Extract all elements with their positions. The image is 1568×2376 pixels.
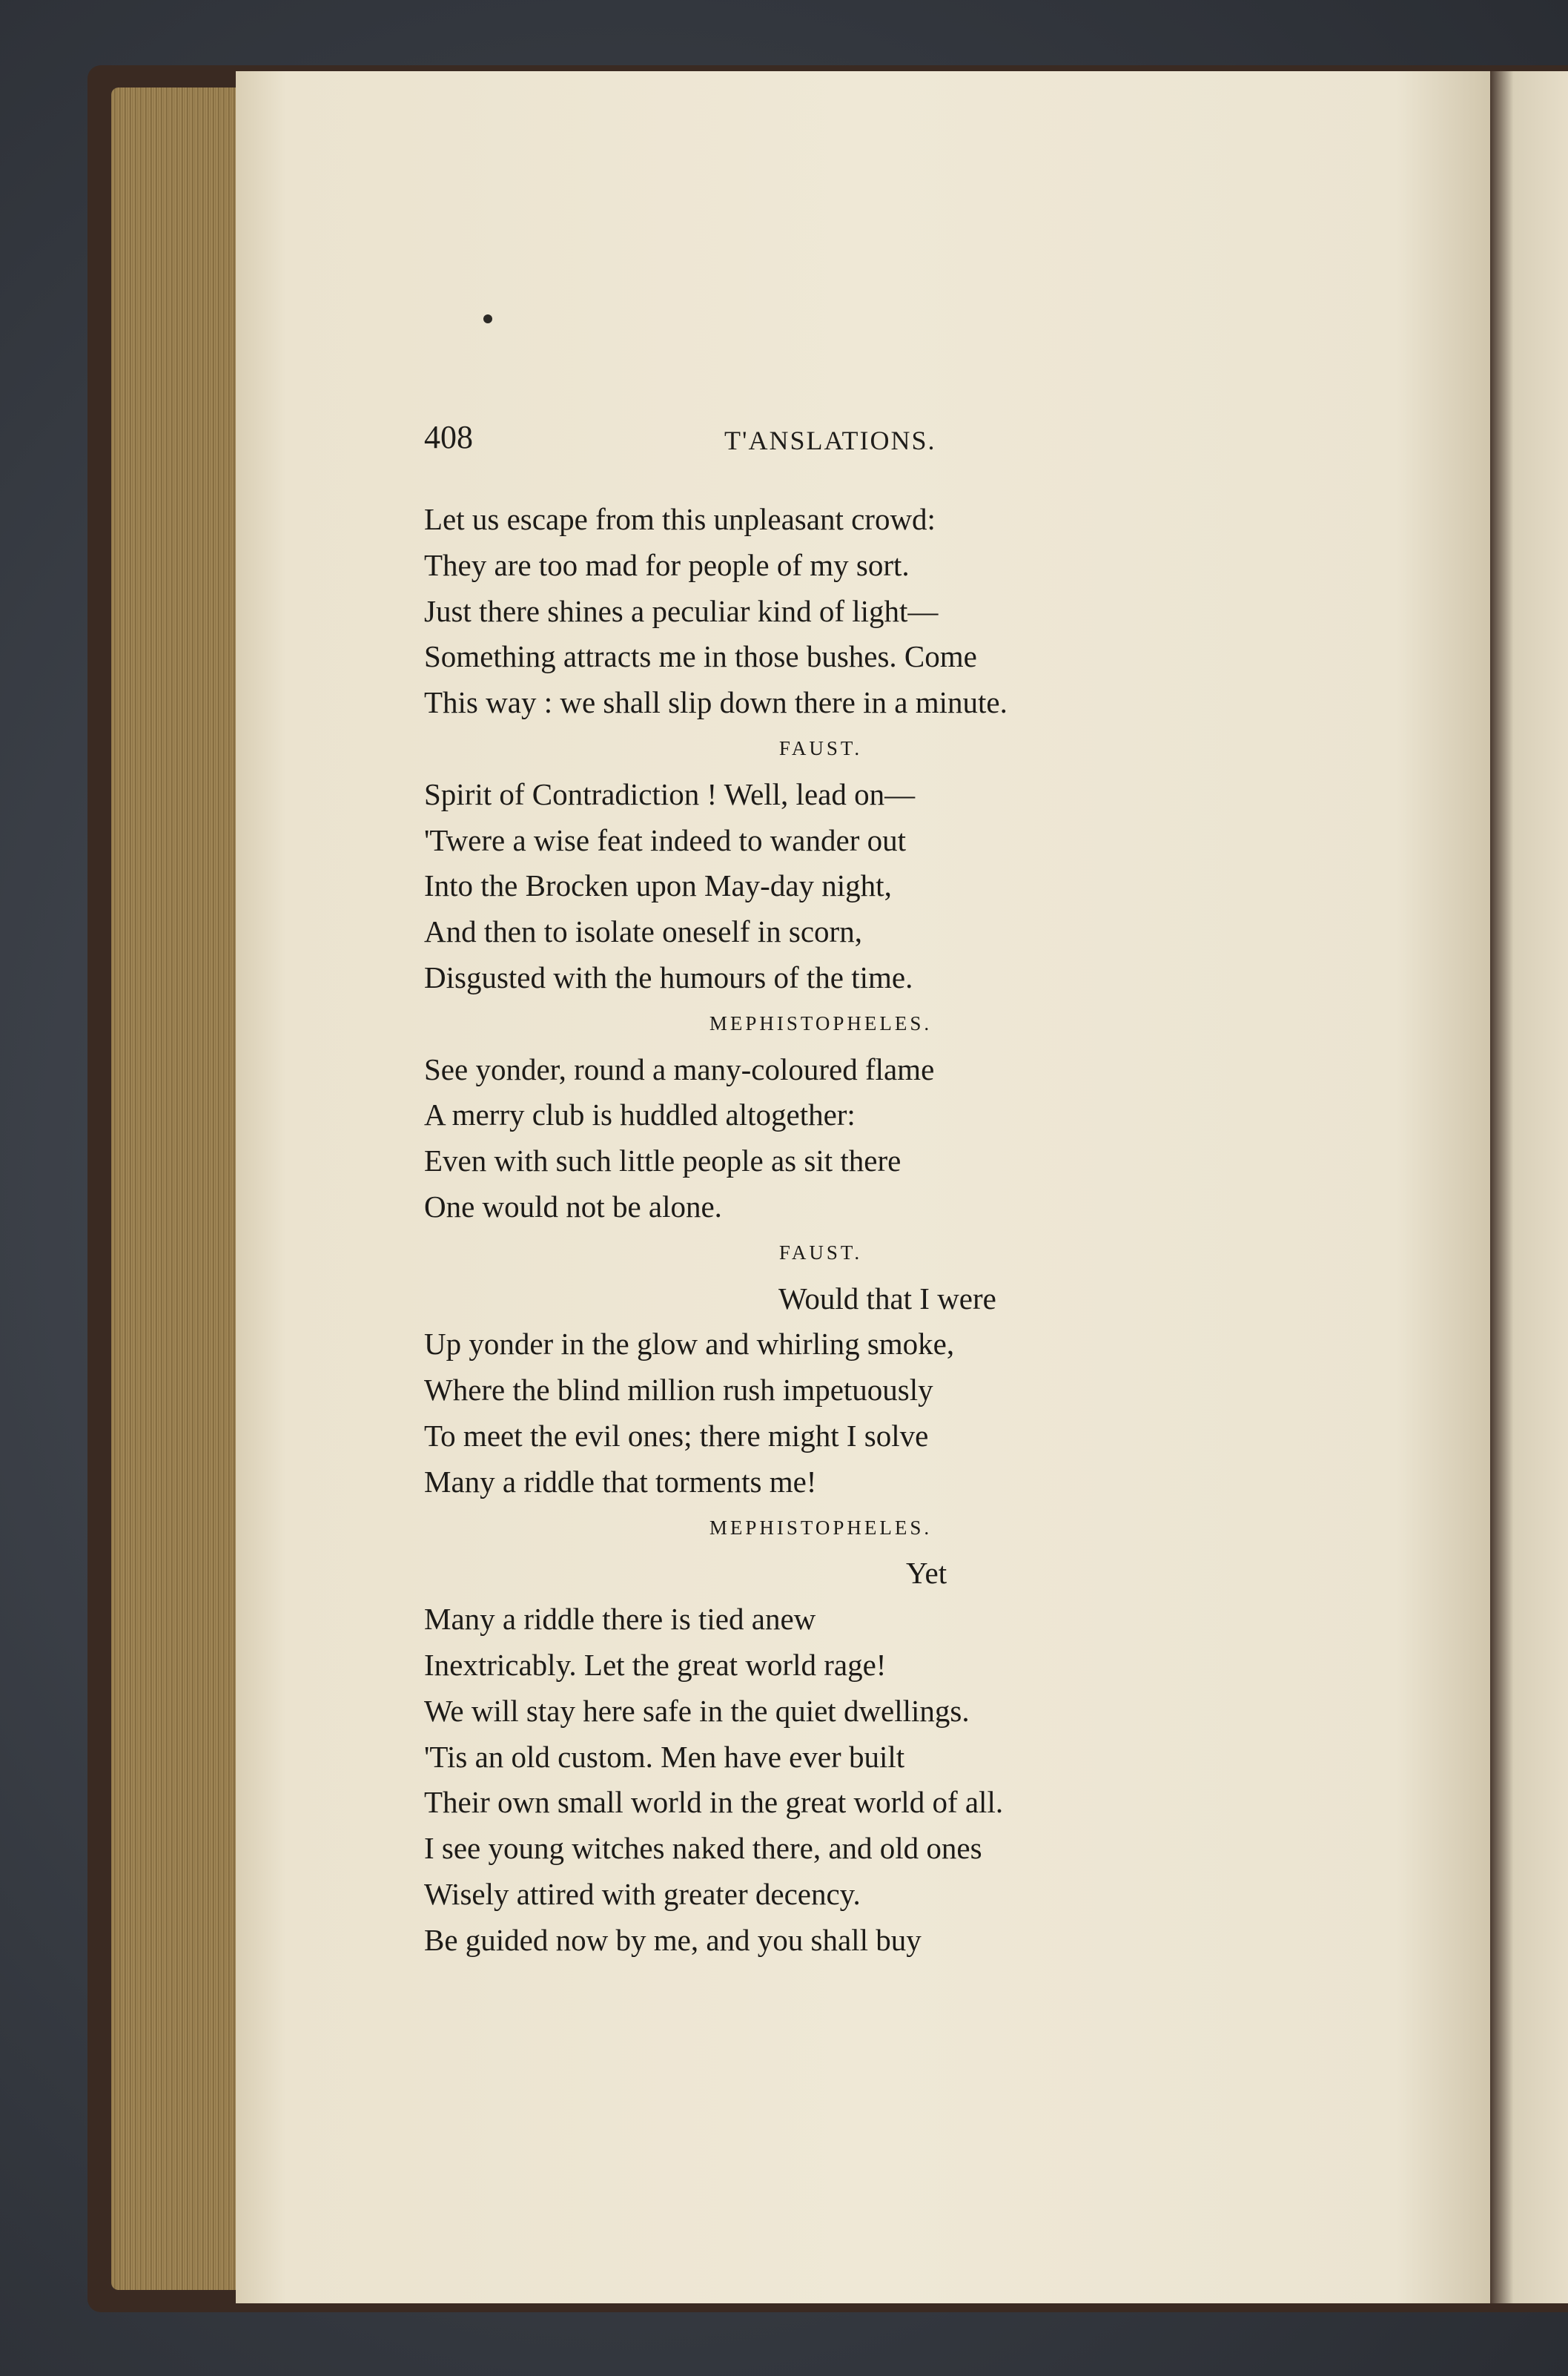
verse-line: Inextricably. Let the great world rage! <box>424 1647 887 1682</box>
verse-line: See yonder, round a many-coloured flame <box>424 1052 935 1086</box>
speaker-name: MEPHISTOPHELES. <box>709 1012 933 1034</box>
running-head: T'ANSLATIONS. <box>724 426 936 455</box>
verse-line: Just there shines a peculiar kind of light— <box>424 593 939 628</box>
verse-line: Many a riddle that torments me! <box>424 1464 817 1499</box>
verse-line: One would not be alone. <box>424 1189 722 1224</box>
page-number: 408 <box>424 419 473 455</box>
ink-spot <box>483 314 492 323</box>
verse-text <box>424 497 1195 1964</box>
verse-line: Their own small world in the great world of all. <box>424 1785 1004 1820</box>
verse-line: Be guided now by me, and you shall buy <box>424 1922 922 1957</box>
verse-line: Let us escape from this unpleasant crowd: <box>424 502 936 536</box>
facing-page-edge <box>1490 71 1568 2303</box>
verse-line: And then to isolate oneself in scorn, <box>424 914 862 949</box>
verse-line: Disgusted with the humours of the time. <box>424 960 913 994</box>
verse-line: I see young witches naked there, and old ones <box>424 1831 982 1866</box>
verse-line: This way : we shall slip down there in a minute. <box>424 685 1008 720</box>
verse-line: 'Twere a wise feat indeed to wander out <box>424 822 906 857</box>
verse-line: They are too mad for people of my sort. <box>424 547 910 582</box>
verse-line: Many a riddle there is tied anew <box>424 1602 816 1637</box>
page-edges <box>111 88 236 2290</box>
verse-line: Something attracts me in those bushes. Come <box>424 639 977 674</box>
verse-line: A merry club is huddled altogether: <box>424 1098 856 1132</box>
verse-line: Where the blind million rush impetuously <box>424 1373 933 1408</box>
verse-line: 'Tis an old custom. Men have ever built <box>424 1739 905 1774</box>
verse-line: Yet <box>906 1556 947 1591</box>
page-header <box>424 415 1195 467</box>
speaker-name: MEPHISTOPHELES. <box>709 1516 933 1539</box>
verse-line: Up yonder in the glow and whirling smoke, <box>424 1327 955 1362</box>
verse-line: Spirit of Contradiction ! Well, lead on— <box>424 776 916 811</box>
verse-line: Wisely attired with greater decency. <box>424 1876 861 1911</box>
verse-line: We will stay here safe in the quiet dwellings. <box>424 1693 970 1728</box>
verse-line: Even with such little people as sit there <box>424 1144 902 1178</box>
speaker-name: FAUST. <box>778 736 863 759</box>
verse-line: Into the Brocken upon May-day night, <box>424 868 892 903</box>
speaker-name: FAUST. <box>778 1241 863 1264</box>
verse-line: To meet the evil ones; there might I solve <box>424 1418 929 1453</box>
verse-line: Would that I were <box>778 1281 996 1316</box>
